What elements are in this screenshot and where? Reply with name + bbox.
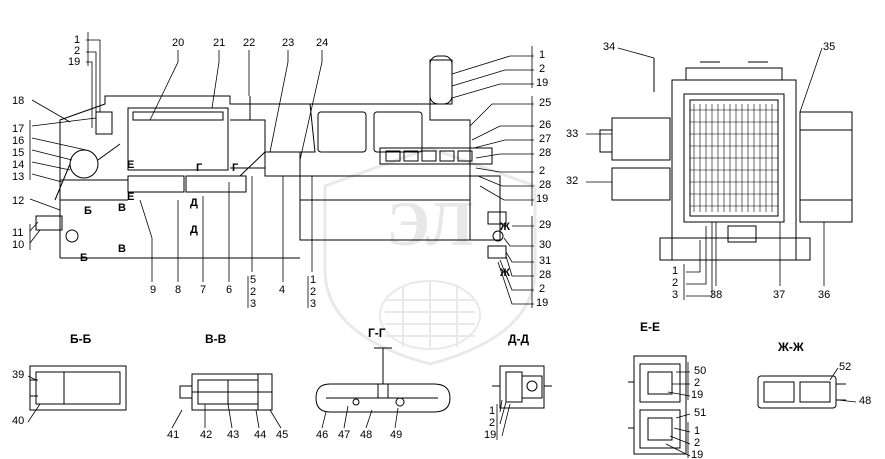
callout-12: 12 <box>12 195 25 207</box>
callout-1h: 1 <box>489 405 496 417</box>
callout-10: 10 <box>12 239 25 251</box>
section-title-vv: В-В <box>205 332 227 346</box>
callout-28: 28 <box>539 147 552 159</box>
callout-35: 35 <box>823 41 836 53</box>
callout-14: 14 <box>12 159 25 171</box>
callout-1d: 1 <box>539 49 546 61</box>
callout-51: 51 <box>694 407 707 419</box>
section-title-dd: Д-Д <box>508 332 530 346</box>
callout-5: 5 <box>250 274 257 286</box>
callout-24: 24 <box>316 37 329 49</box>
callout-19h: 19 <box>484 429 497 441</box>
mark-e-top: Е <box>127 159 135 171</box>
svg-text:ЭЛ: ЭЛ <box>386 188 474 259</box>
callout-2g: 2 <box>672 277 679 289</box>
callout-2h: 2 <box>489 417 496 429</box>
callout-17: 17 <box>12 123 25 135</box>
mark-g-left: Г <box>196 162 203 174</box>
callout-2j: 2 <box>694 437 701 449</box>
callout-1g: 1 <box>672 265 679 277</box>
callout-18: 18 <box>12 95 25 107</box>
callout-11: 11 <box>12 227 24 239</box>
mark-g-right: Г <box>232 162 239 174</box>
callout-47: 47 <box>338 429 351 441</box>
mark-d-bottom: Д <box>190 224 198 236</box>
callout-52: 52 <box>839 361 852 373</box>
callout-2b: 2 <box>250 286 257 298</box>
section-title-bb: Б-Б <box>70 332 92 346</box>
callout-19j: 19 <box>691 449 704 459</box>
callout-29: 29 <box>539 219 552 231</box>
mark-b-top: Б <box>84 205 92 217</box>
callout-9: 9 <box>150 284 157 296</box>
callout-31: 31 <box>539 255 552 267</box>
callout-19e: 19 <box>536 193 549 205</box>
callout-19: 19 <box>68 56 81 68</box>
callout-42: 42 <box>200 429 213 441</box>
mark-e-bottom: Е <box>127 191 135 203</box>
callout-1: 1 <box>74 34 81 46</box>
callout-40: 40 <box>12 415 25 427</box>
callout-25: 25 <box>539 97 552 109</box>
callout-38: 38 <box>710 289 723 301</box>
callout-1j: 1 <box>694 425 701 437</box>
callout-33: 33 <box>566 128 579 140</box>
callout-37: 37 <box>773 289 786 301</box>
mark-v-top: В <box>118 202 126 214</box>
section-title-gg: Г-Г <box>368 326 386 340</box>
callout-39: 39 <box>12 369 25 381</box>
mark-j-top: Ж <box>500 221 510 233</box>
callout-45: 45 <box>276 429 289 441</box>
callout-19f: 19 <box>536 297 549 309</box>
callout-2e: 2 <box>539 165 546 177</box>
callout-19i: 19 <box>691 389 704 401</box>
callout-2c: 2 <box>310 286 317 298</box>
callout-30: 30 <box>539 239 552 251</box>
callout-19d: 19 <box>536 77 549 89</box>
callout-3: 3 <box>250 298 257 310</box>
callout-15: 15 <box>12 147 25 159</box>
callout-13: 13 <box>12 171 25 183</box>
callout-4: 4 <box>279 284 286 296</box>
mark-b-bottom: Б <box>80 252 88 264</box>
callout-2f: 2 <box>539 283 546 295</box>
callout-7: 7 <box>200 284 207 296</box>
callout-8: 8 <box>175 284 182 296</box>
callout-46: 46 <box>316 429 329 441</box>
callout-36: 36 <box>818 289 831 301</box>
callout-22: 22 <box>243 37 256 49</box>
callout-3c: 3 <box>310 298 317 310</box>
callout-2: 2 <box>74 45 81 57</box>
callout-41: 41 <box>167 429 180 441</box>
callout-44: 44 <box>254 429 267 441</box>
callout-50: 50 <box>694 365 707 377</box>
callout-23: 23 <box>282 37 295 49</box>
callout-6: 6 <box>226 284 233 296</box>
callout-2d: 2 <box>539 63 546 75</box>
callout-48b: 48 <box>859 395 872 407</box>
mark-j-bottom: Ж <box>500 267 510 279</box>
callout-1c: 1 <box>310 274 317 286</box>
callout-27: 27 <box>539 133 552 145</box>
callout-34: 34 <box>603 41 616 53</box>
callout-3g: 3 <box>672 289 679 301</box>
callout-28c: 28 <box>539 269 552 281</box>
callout-20: 20 <box>172 37 185 49</box>
callout-32: 32 <box>566 175 579 187</box>
callout-49: 49 <box>390 429 403 441</box>
callout-21: 21 <box>213 37 226 49</box>
section-title-jj: Ж-Ж <box>778 340 804 354</box>
callout-43: 43 <box>227 429 240 441</box>
callout-28b: 28 <box>539 179 552 191</box>
section-title-ee: Е-Е <box>640 320 661 334</box>
callout-26: 26 <box>539 119 552 131</box>
mark-v-bottom: В <box>118 243 126 255</box>
callout-16: 16 <box>12 135 25 147</box>
callout-48: 48 <box>360 429 373 441</box>
mark-d-top: Д <box>190 197 198 209</box>
callout-2i: 2 <box>694 377 701 389</box>
